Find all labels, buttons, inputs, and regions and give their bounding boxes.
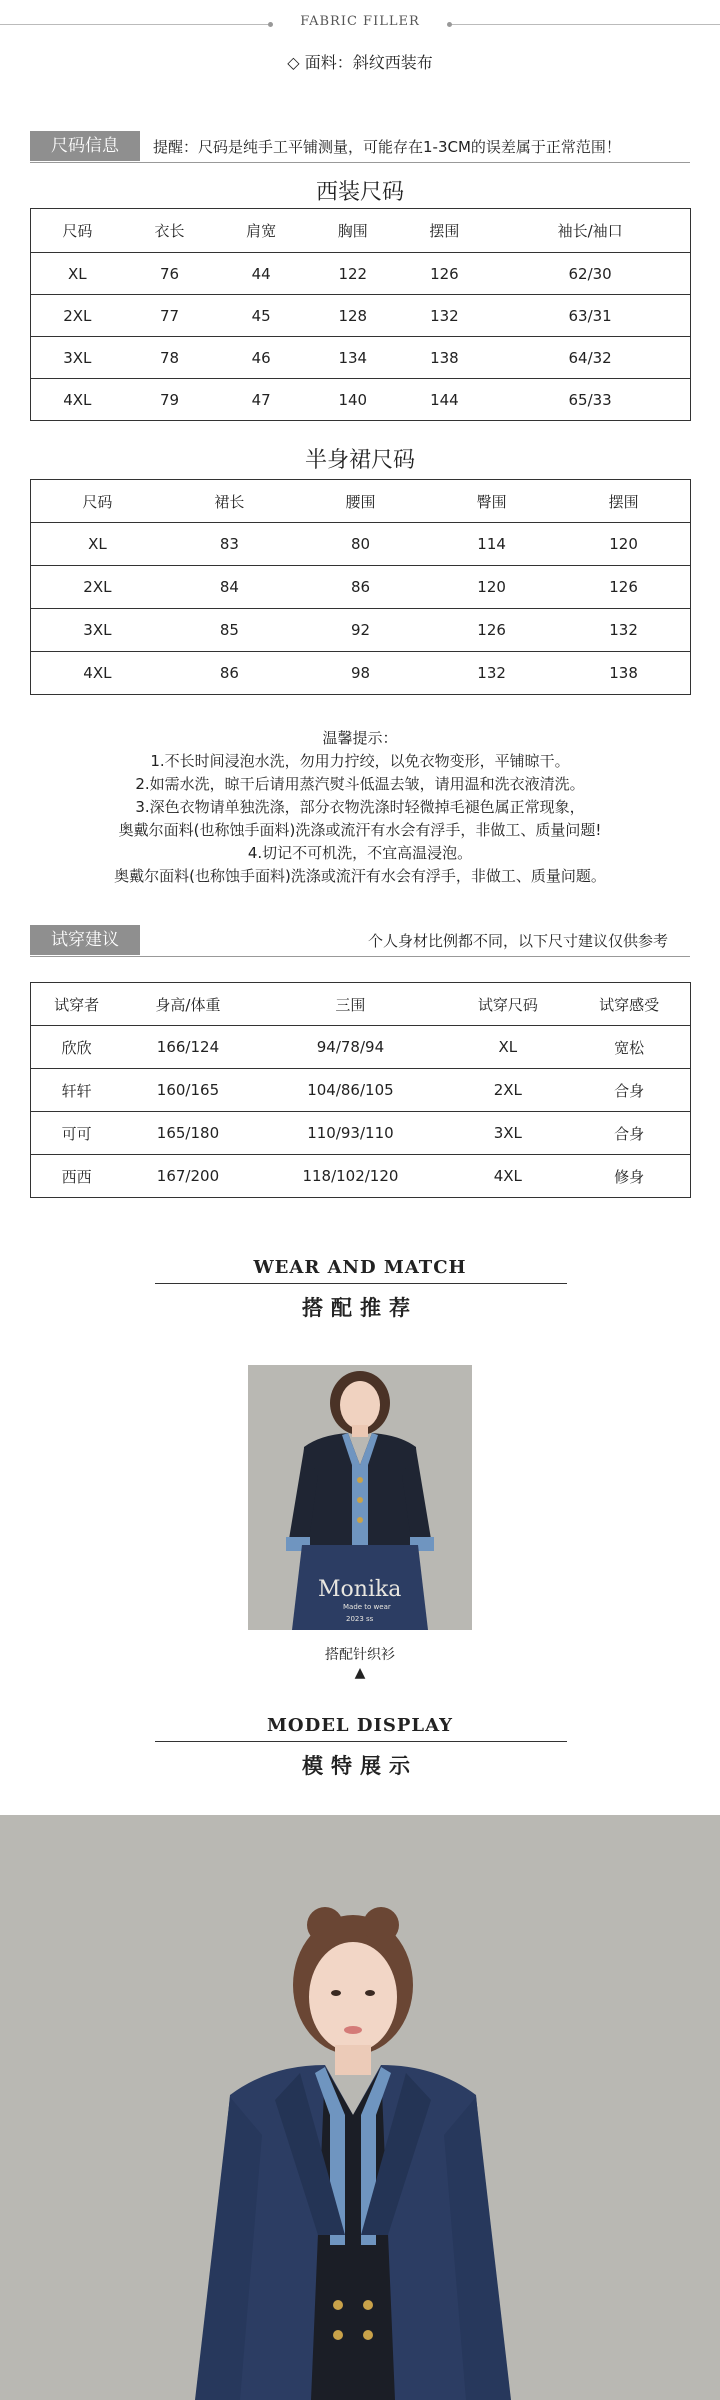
- table-cell: 3XL: [31, 337, 124, 379]
- table-cell: 138: [557, 652, 690, 695]
- table-cell: 132: [557, 609, 690, 652]
- size-info-label: 尺码信息: [30, 131, 140, 161]
- column-header: 尺码: [31, 209, 124, 253]
- model-display-title-en: MODEL DISPLAY: [267, 1715, 453, 1736]
- column-header: 裙长: [164, 480, 295, 523]
- skirt-table-row: [31, 566, 691, 609]
- wear-match-rule: [155, 1283, 567, 1284]
- tip-line: 3.深色衣物请单独洗涤，部分衣物洗涤时轻微掉毛褪色属正常现象，: [135, 798, 585, 816]
- table-cell: 79: [124, 379, 216, 421]
- product-brand: Monika: [318, 1577, 402, 1602]
- suit-table-row: [31, 379, 691, 421]
- table-cell: 118/102/120: [254, 1155, 448, 1198]
- trial-note: 个人身材比例都不同，以下尺寸建议仅供参考: [368, 932, 669, 950]
- tip-line: 奥戴尔面料(也称蚀手面料)洗涤或流汗有水会有浮手，非做工、质量问题!: [118, 821, 602, 839]
- care-tips: [0, 727, 720, 888]
- fabric-line-right: [450, 24, 720, 25]
- wear-match-title-cn: 搭配推荐: [302, 1296, 418, 1320]
- column-header: 袖长/袖口: [490, 209, 690, 253]
- skirt-table-row: [31, 523, 691, 566]
- table-cell: 94/78/94: [254, 1026, 448, 1069]
- table-cell: XL: [31, 253, 124, 295]
- trial-table-row: [31, 1069, 691, 1112]
- table-cell: 宽松: [568, 1026, 690, 1069]
- fabric-line-left: [0, 24, 270, 25]
- trial-table-row: [31, 1112, 691, 1155]
- skirt-table-row: [31, 652, 691, 695]
- column-header: 腰围: [295, 480, 426, 523]
- column-header: 试穿者: [31, 983, 123, 1026]
- table-cell: XL: [31, 523, 164, 566]
- table-cell: 86: [164, 652, 295, 695]
- table-cell: 78: [124, 337, 216, 379]
- column-header: 臀围: [426, 480, 557, 523]
- table-cell: 104/86/105: [254, 1069, 448, 1112]
- table-cell: 80: [295, 523, 426, 566]
- trial-rule: [30, 956, 690, 957]
- tip-line: 1.不长时间浸泡水洗，勿用力拧绞，以免衣物变形，平铺晾干。: [150, 752, 570, 770]
- wear-match-title-en: WEAR AND MATCH: [253, 1257, 467, 1278]
- column-header: 摆围: [557, 480, 690, 523]
- table-cell: 132: [399, 295, 491, 337]
- skirt-table-row: [31, 609, 691, 652]
- product-tagline: Made to wear: [343, 1603, 391, 1611]
- table-cell: 44: [215, 253, 307, 295]
- table-cell: 126: [399, 253, 491, 295]
- table-cell: 4XL: [447, 1155, 568, 1198]
- table-cell: 140: [307, 379, 399, 421]
- tip-line: 2.如需水洗，晾干后请用蒸汽熨斗低温去皱，请用温和洗衣液清洗。: [135, 775, 585, 793]
- table-cell: 120: [426, 566, 557, 609]
- column-header: 三围: [254, 983, 448, 1026]
- table-cell: 128: [307, 295, 399, 337]
- table-cell: 合身: [568, 1069, 690, 1112]
- product-year: 2023 ss: [346, 1615, 374, 1623]
- table-cell: 77: [124, 295, 216, 337]
- suit-size-table: [30, 208, 691, 421]
- table-cell: 63/31: [490, 295, 690, 337]
- trial-table-row: [31, 1155, 691, 1198]
- table-cell: 84: [164, 566, 295, 609]
- trial-table: [30, 982, 691, 1198]
- table-cell: 2XL: [447, 1069, 568, 1112]
- table-cell: 144: [399, 379, 491, 421]
- table-cell: 122: [307, 253, 399, 295]
- table-cell: 合身: [568, 1112, 690, 1155]
- table-cell: 46: [215, 337, 307, 379]
- table-cell: 126: [426, 609, 557, 652]
- table-cell: 2XL: [31, 295, 124, 337]
- table-cell: 98: [295, 652, 426, 695]
- table-cell: 西西: [31, 1155, 123, 1198]
- table-cell: 83: [164, 523, 295, 566]
- table-cell: 160/165: [122, 1069, 253, 1112]
- column-header: 衣长: [124, 209, 216, 253]
- skirt-size-table: [30, 479, 691, 695]
- column-header: 肩宽: [215, 209, 307, 253]
- table-cell: 120: [557, 523, 690, 566]
- arrow-up-icon: ▲: [354, 1665, 366, 1681]
- table-cell: 134: [307, 337, 399, 379]
- table-cell: 4XL: [31, 652, 164, 695]
- product-image-knit-cardigan[interactable]: [248, 1365, 472, 1630]
- table-cell: 76: [124, 253, 216, 295]
- size-info-note: 提醒：尺码是纯手工平铺测量，可能存在1-3CM的误差属于正常范围！: [153, 138, 621, 156]
- table-cell: XL: [447, 1026, 568, 1069]
- column-header: 摆围: [399, 209, 491, 253]
- suit-table-row: [31, 337, 691, 379]
- table-cell: 114: [426, 523, 557, 566]
- fabric-dot-left: [268, 22, 273, 27]
- table-cell: 166/124: [122, 1026, 253, 1069]
- table-cell: 2XL: [31, 566, 164, 609]
- fabric-dot-right: [447, 22, 452, 27]
- product-caption: 搭配针织衫: [325, 1647, 395, 1663]
- fabric-title: FABRIC FILLER: [300, 14, 420, 29]
- table-cell: 47: [215, 379, 307, 421]
- tip-line: 奥戴尔面料(也称蚀手面料)洗涤或流汗有水会有浮手，非做工、质量问题。: [114, 867, 606, 885]
- tip-line: 4.切记不可机洗，不宜高温浸泡。: [247, 844, 473, 862]
- model-illustration: [0, 1815, 720, 2400]
- table-cell: 62/30: [490, 253, 690, 295]
- table-cell: 85: [164, 609, 295, 652]
- size-info-rule: [30, 162, 690, 163]
- table-cell: 轩轩: [31, 1069, 123, 1112]
- trial-label: 试穿建议: [30, 925, 140, 955]
- table-cell: 138: [399, 337, 491, 379]
- model-display-rule: [155, 1741, 567, 1742]
- column-header: 试穿尺码: [447, 983, 568, 1026]
- suit-table-row: [31, 253, 691, 295]
- column-header: 身高/体重: [122, 983, 253, 1026]
- table-cell: 167/200: [122, 1155, 253, 1198]
- table-cell: 3XL: [31, 609, 164, 652]
- table-cell: 86: [295, 566, 426, 609]
- column-header: 试穿感受: [568, 983, 690, 1026]
- model-photo: [0, 1815, 720, 2400]
- skirt-table-title: 半身裙尺码: [304, 448, 415, 473]
- table-cell: 可可: [31, 1112, 123, 1155]
- table-cell: 132: [426, 652, 557, 695]
- table-cell: 3XL: [447, 1112, 568, 1155]
- suit-table-row: [31, 295, 691, 337]
- table-cell: 65/33: [490, 379, 690, 421]
- suit-table-title: 西装尺码: [315, 180, 404, 205]
- model-display-title-cn: 模特展示: [302, 1754, 418, 1778]
- table-cell: 110/93/110: [254, 1112, 448, 1155]
- fabric-material: ◇ 面料：斜纹西装布: [287, 53, 433, 72]
- table-cell: 欣欣: [31, 1026, 123, 1069]
- table-header-row: [31, 480, 691, 523]
- table-header-row: [31, 209, 691, 253]
- table-cell: 45: [215, 295, 307, 337]
- table-cell: 165/180: [122, 1112, 253, 1155]
- table-header-row: [31, 983, 691, 1026]
- table-cell: 修身: [568, 1155, 690, 1198]
- table-cell: 64/32: [490, 337, 690, 379]
- column-header: 尺码: [31, 480, 164, 523]
- column-header: 胸围: [307, 209, 399, 253]
- trial-table-row: [31, 1026, 691, 1069]
- table-cell: 92: [295, 609, 426, 652]
- tip-line: 温馨提示：: [322, 729, 398, 747]
- table-cell: 126: [557, 566, 690, 609]
- table-cell: 4XL: [31, 379, 124, 421]
